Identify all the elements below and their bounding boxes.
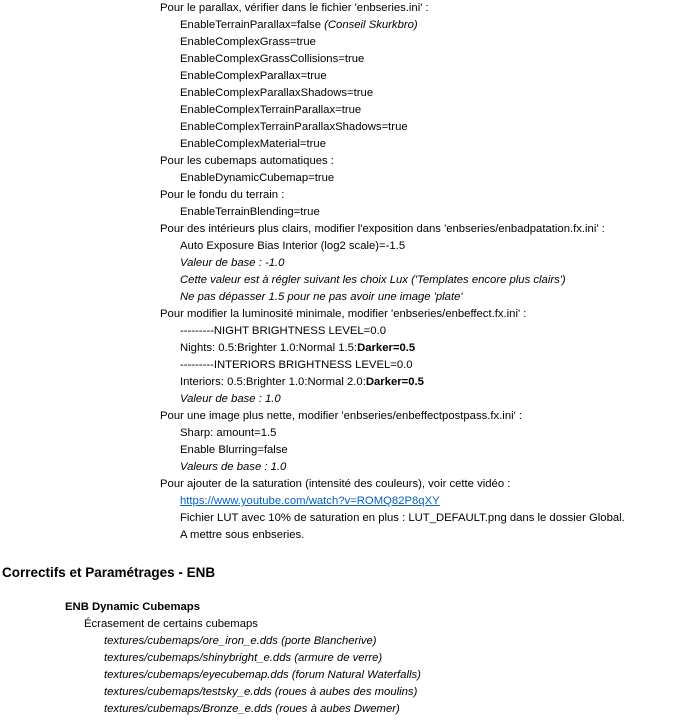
parallax-setting: EnableComplexMaterial=true [180,138,326,150]
parallax-setting: EnableComplexParallax=true [180,70,327,82]
lut-placement-note: A mettre sous enbseries. [180,529,305,541]
sharpness-heading: Pour une image plus nette, modifier 'enbseries/enbeffectpostpass.fx.ini' : [160,410,523,422]
youtube-link[interactable]: https://www.youtube.com/watch?v=ROMQ82P8qXY [180,495,440,507]
parallax-setting: EnableComplexParallaxShadows=true [180,87,374,99]
interiors-brightness-prefix: Interiors: 0.5:Brighter 1.0:Normal 2.0: [180,376,366,388]
nights-setting [180,340,415,357]
cubemaps-heading: Pour les cubemaps automatiques : [160,155,334,167]
night-level-setting: ---------NIGHT BRIGHTNESS LEVEL=0.0 [180,325,386,337]
interiors-brightness-setting [180,374,424,391]
nights-setting-value: Darker=0.5 [357,342,416,354]
saturation-heading: Pour ajouter de la saturation (intensité des couleurs), voir cette vidéo : [160,478,511,490]
interiors-note: Cette valeur est à régler suivant les choix Lux ('Templates encore plus clairs') [180,274,566,286]
subsection-title: ENB Dynamic Cubemaps [65,601,200,613]
interiors-note: Ne pas dépasser 1.5 pour ne pas avoir une image 'plate' [180,291,463,303]
blending-heading: Pour le fondu du terrain : [160,189,285,201]
cubemap-file-item: textures/cubemaps/ore_iron_e.dds (porte Blancherive) [104,635,377,647]
subsection-description: Écrasement de certains cubemaps [84,618,258,630]
interiors-brightness-value: Darker=0.5 [365,376,424,388]
nights-setting-prefix: Nights: 0.5:Brighter 1.0:Normal 1.5: [180,342,358,354]
parallax-setting: EnableComplexGrass=true [180,36,316,48]
cubemap-file-item: textures/cubemaps/Bronze_e.dds (roues à aubes Dwemer) [104,703,400,715]
parallax-setting-terrain-value: EnableTerrainParallax=false [180,19,325,31]
luminosity-base-value: Valeur de base : 1.0 [180,393,281,405]
blur-setting: Enable Blurring=false [180,444,288,456]
parallax-setting: EnableComplexTerrainParallaxShadows=true [180,121,408,133]
parallax-setting: EnableComplexTerrainParallax=true [180,104,362,116]
interiors-base-value: Valeur de base : -1.0 [180,257,285,269]
interiors-heading: Pour des intérieurs plus clairs, modifier l'exposition dans 'enbseries/enbadpatation.fx.ini' : [160,223,605,235]
parallax-heading: Pour le parallax, vérifier dans le fichier 'enbseries.ini' : [160,2,429,14]
cubemap-file-item: textures/cubemaps/testsky_e.dds (roues à aubes des moulins) [104,686,418,698]
sharp-setting: Sharp: amount=1.5 [180,427,277,439]
lut-note: Fichier LUT avec 10% de saturation en plus : LUT_DEFAULT.png dans le dossier Global. [180,512,625,524]
cubemap-file-item: textures/cubemaps/shinybright_e.dds (armure de verre) [104,652,383,664]
sharpness-base-value: Valeurs de base : 1.0 [180,461,287,473]
parallax-setting: EnableComplexGrassCollisions=true [180,53,365,65]
section-title: Correctifs et Paramétrages - ENB [2,565,216,580]
interiors-setting: Auto Exposure Bias Interior (log2 scale)=-1.5 [180,240,406,252]
parallax-setting-terrain-note: (Conseil Skurkbro) [324,19,418,31]
cubemap-file-item: textures/cubemaps/eyecubemap.dds (forum Natural Waterfalls) [104,669,421,681]
blending-setting: EnableTerrainBlending=true [180,206,320,218]
cubemaps-setting: EnableDynamicCubemap=true [180,172,335,184]
luminosity-heading: Pour modifier la luminosité minimale, modifier 'enbseries/enbeffect.fx.ini' : [160,308,527,320]
interiors-level-setting: ---------INTERIORS BRIGHTNESS LEVEL=0.0 [180,359,413,371]
parallax-setting-terrain [180,17,418,34]
